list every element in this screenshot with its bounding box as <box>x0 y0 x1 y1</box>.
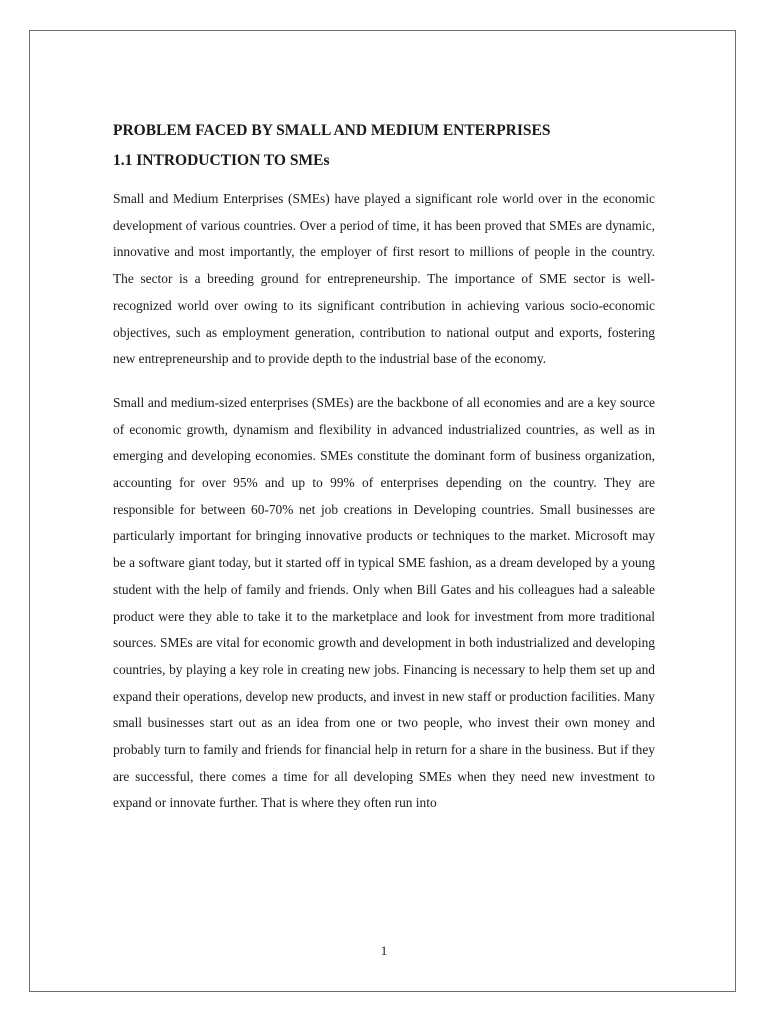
paragraph-introduction: Small and Medium Enterprises (SMEs) have played a significant role world over in the economic development of various countries. Over a period of time, it has been proved that SMEs are dynamic, innovative and most importantly, the employer of first resort to millions of people in the country. The sector is a breeding ground for entrepreneurship. The importance of SME sector is well-recognized world over owing to its significant contribution in achieving various socio-economic objectives, such as employment generation, contribution to national output and exports, fostering new entrepreneurship and to provide depth to the industrial base of the economy. <box>113 191 655 367</box>
section-heading: 1.1 INTRODUCTION TO SMEs <box>113 152 330 169</box>
paragraph-backbone: Small and medium-sized enterprises (SMEs) are the backbone of all economies and are a key source of economic growth, dynamism and flexibility in advanced industrialized countries, as well as in emerging and developing economies. SMEs constitute the dominant form of business organization, accounting for over 95% and up to 99% of enterprises depending on the country. They are responsible for between 60-70% net job creations in Developing countries. Small businesses are particularly important for bringing innovative products or techniques to the market. Microsoft may be a software giant today, but it started off in typical SME fashion, as a dream developed by a young student with the help of family and friends. Only when Bill Gates and his colleagues had a saleable product were they able to take it to the marketplace and look for investment from more traditional sources. SMEs are vital for economic growth and development in both industrialized and developing countries, by playing a key role in creating new jobs. Financing is necessary to help them set up and expand their operations, develop new products, and invest in new staff or production facilities. Many small businesses start out as an idea from one or two people, who invest their own money and probably turn to family and friends for financial help in return for a share in the business. But if they are successful, there comes a time for all developing SMEs when they need new investment to expand or innovate further. That is where they often run into <box>113 394 655 811</box>
document-title: PROBLEM FACED BY SMALL AND MEDIUM ENTERPRISES <box>113 122 551 139</box>
page-number: 1 <box>380 943 388 958</box>
page-content <box>113 118 655 817</box>
